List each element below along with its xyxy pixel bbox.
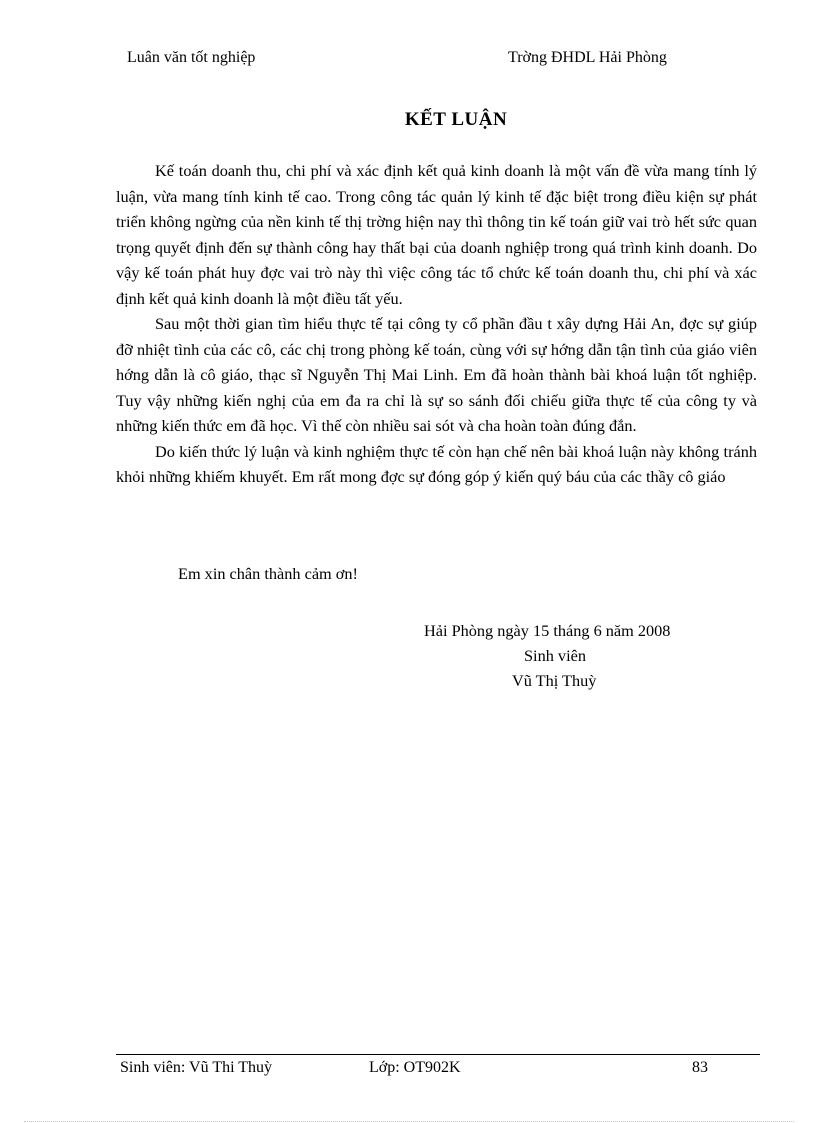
running-header-right: Trờng ĐHDL Hải Phòng [508,49,667,66]
paragraph-2: Sau một thời gian tìm hiểu thực tế tại công ty cổ phần đầu t xây dựng Hải An, đợc sự giúp đỡ nhiệt tình của các cô, các chị trong phòng kế toán, cùng với sự hớng dẫn tận tình của giáo viên hớng dẫn là cô giáo, thạc sĩ Nguyễn Thị Mai Linh. Em đã hoàn thành bài khoá luận tốt nghiệp. Tuy vậy những kiến nghị của em đa ra chỉ là sự so sánh đối chiếu giữa thực tế của công ty và những kiến thức em đã học. Vì thế còn nhiều sai sót và cha hoàn toàn đúng đắn. [116,314,757,435]
page-number: 83 [692,1059,708,1076]
footer-divider [116,1054,760,1055]
page-bottom-edge [24,1121,794,1122]
signature-name: Vũ Thị Thuỳ [512,671,597,690]
page-title: KẾT LUẬN [404,109,508,130]
footer-class: Lớp: OT902K [369,1059,461,1076]
footer-student: Sinh viên: Vũ Thi Thuỳ [120,1059,273,1076]
signature-role: Sinh viên [524,646,586,665]
paragraph-1: Kế toán doanh thu, chi phí và xác định kết quả kinh doanh là một vấn đề vừa mang tính lý luận, vừa mang tính kinh tế cao. Trong công tác quản lý kinh tế đặc biệt trong điều kiện sự phát triển không ngừng của nền kinh tế thị trờng hiện nay thì thông tin kế toán giữ vai trò hết sức quan trọng quyết định đến sự thành công hay thất bại của doanh nghiệp trong quá trình kinh doanh. Do vậy kế toán phát huy đợc vai trò này thì việc công tác tổ chức kế toán doanh thu, chi phí và xác định kết quả kinh doanh là một điều tất yếu. [116,161,757,308]
paragraph-3: Do kiến thức lý luận và kinh nghiệm thực tế còn hạn chế nên bài khoá luận này không tránh khỏi những khiếm khuyết. Em rất mong đợc sự đóng góp ý kiến quý báu của các thầy cô giáo [116,441,757,486]
thanks-line: Em xin chân thành cảm ơn! [178,564,358,583]
signature-date: Hải Phòng ngày 15 tháng 6 năm 2008 [424,621,671,640]
body-text [116,158,757,490]
signature-block [424,618,716,693]
running-header-left: Luân văn tốt nghiệp [127,49,256,66]
